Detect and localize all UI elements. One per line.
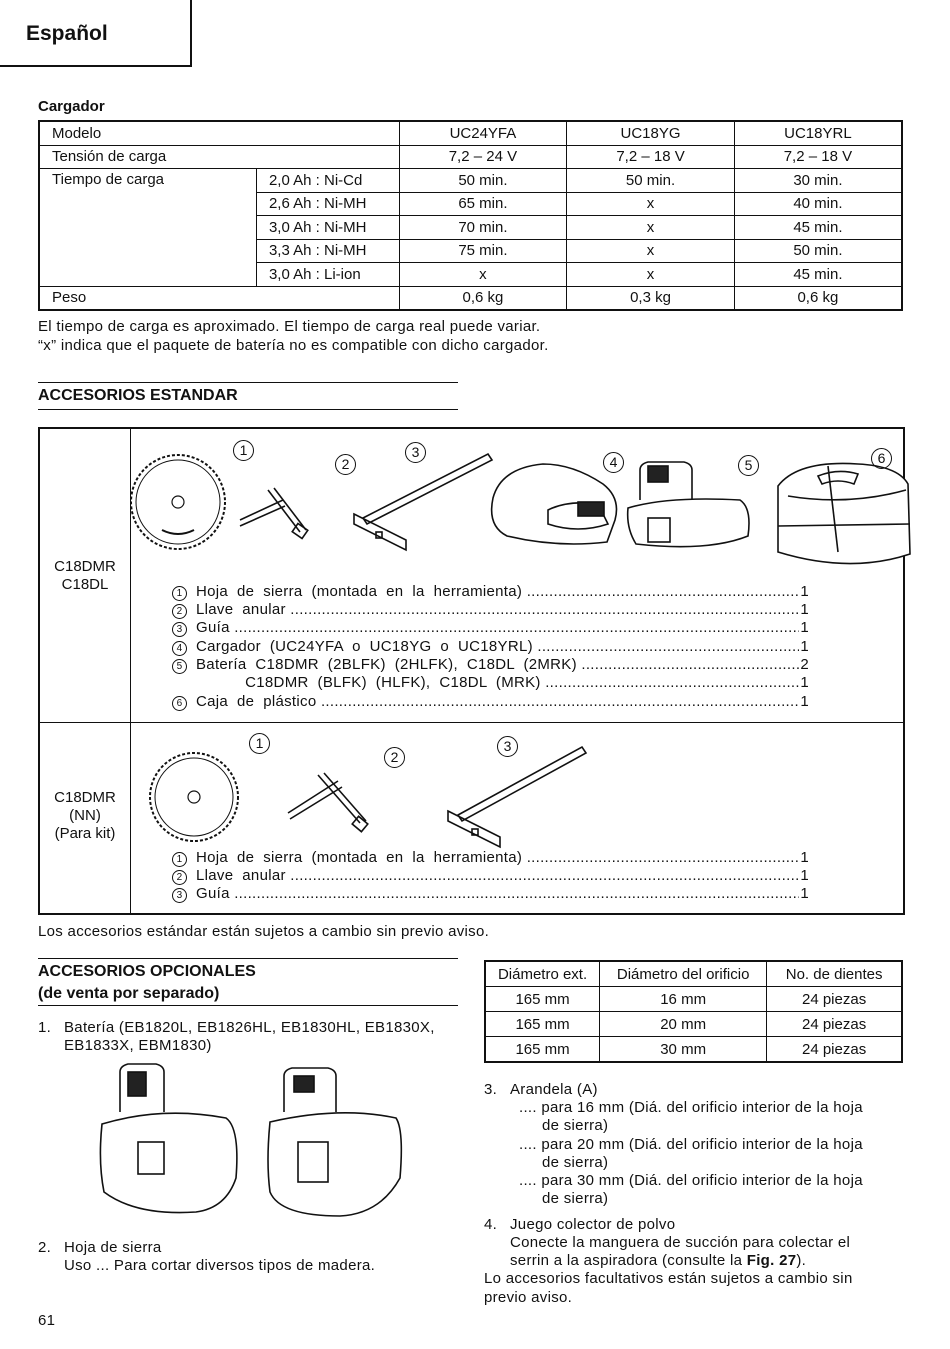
item-quantity: 1: [800, 601, 809, 618]
optional-accessories-subtitle: (de venta por separado): [38, 985, 220, 1002]
table-row: [39, 121, 902, 145]
table-cell: Tiempo de carga: [39, 169, 256, 287]
callout-number: 2: [384, 747, 405, 768]
charger-icon: [492, 464, 617, 544]
language-tab: [0, 0, 192, 67]
model-name: (NN): [69, 807, 101, 824]
optional-accessories-note: previo aviso.: [484, 1289, 573, 1306]
charger-note-1: El tiempo de carga es aproximado. El tiempo de carga real puede variar.: [38, 318, 541, 335]
model-name: C18DMR: [54, 558, 116, 575]
item-text: Llave anular: [196, 601, 291, 618]
table-cell: 7,2 – 18 V: [734, 145, 902, 169]
table-cell: 20 mm: [600, 1012, 767, 1037]
wrench-icon: [240, 488, 308, 539]
table-cell: x: [567, 263, 735, 287]
table-header: Diámetro del orificio: [600, 961, 767, 987]
item-text: Batería C18DMR (2BLFK) (2HLFK), C18DL (2MRK): [196, 656, 582, 673]
list-item: [172, 638, 809, 656]
list-item: [172, 885, 809, 903]
table-cell: Peso: [39, 286, 399, 310]
table-cell: 70 min.: [399, 216, 567, 240]
table-cell: 7,2 – 18 V: [567, 145, 735, 169]
table-cell: UC18YG: [567, 121, 735, 145]
item-number: 1: [172, 586, 187, 601]
item-quantity: 1: [800, 674, 809, 691]
table-header: No. de dientes: [767, 961, 902, 987]
callout-number: 4: [603, 452, 624, 473]
item-number: 2: [172, 870, 187, 885]
item-text: de sierra): [542, 1117, 609, 1134]
item-text: Llave anular: [196, 867, 291, 884]
plastic-case-icon: [778, 463, 910, 563]
table-row: [39, 169, 902, 193]
item-text: Hoja de sierra (montada en la herramienta): [196, 849, 527, 866]
battery-icon: [628, 462, 749, 547]
figure-reference: Fig. 27: [746, 1252, 797, 1269]
model-name: (Para kit): [54, 825, 116, 842]
charger-note-2: “x” indica que el paquete de batería no es compatible con dicho cargador.: [38, 337, 549, 354]
table-cell: Tensión de carga: [39, 145, 399, 169]
item-text-segment: ).: [796, 1252, 807, 1269]
item-text: Uso ... Para cortar diversos tipos de madera.: [64, 1257, 376, 1274]
item-text: .... para 16 mm (Diá. del orificio interior de la hoja: [519, 1099, 863, 1116]
item-number: 2: [172, 604, 187, 619]
guide-icon: [448, 747, 586, 847]
item-number: 4.: [484, 1216, 498, 1233]
item-text: .... para 30 mm (Diá. del orificio interior de la hoja: [519, 1172, 863, 1189]
item-text: Guía: [196, 885, 235, 902]
list-item: [172, 693, 809, 711]
item-text: Juego colector de polvo: [510, 1216, 676, 1233]
list-item: [172, 656, 809, 674]
callout-number: 2: [335, 454, 356, 475]
table-cell: 2,6 Ah : Ni-MH: [256, 192, 399, 216]
table-cell: 0,6 kg: [399, 286, 567, 310]
divider: [38, 958, 458, 959]
optional-accessories-title: ACCESORIOS OPCIONALES: [38, 963, 256, 980]
table-cell: 30 min.: [734, 169, 902, 193]
table-cell: 2,0 Ah : Ni-Cd: [256, 169, 399, 193]
saw-blade-table: [484, 960, 903, 1063]
optional-batteries-illustration: [98, 1062, 418, 1222]
item-text: Hoja de sierra: [64, 1239, 162, 1256]
page-number: 61: [38, 1312, 56, 1329]
item-number: 1.: [38, 1019, 52, 1036]
callout-number: 3: [497, 736, 518, 757]
item-number: 3: [172, 622, 187, 637]
callout-number: 5: [738, 455, 759, 476]
item-number: 1: [172, 852, 187, 867]
item-text-segment: serrin a la aspiradora (consulte la: [510, 1252, 747, 1269]
item-quantity: 1: [800, 693, 809, 710]
item-text: Guía: [196, 619, 235, 636]
table-cell: Modelo: [39, 121, 399, 145]
item-quantity: 1: [800, 867, 809, 884]
list-item: [172, 867, 809, 885]
table-cell: 7,2 – 24 V: [399, 145, 567, 169]
battery-icon: [100, 1064, 236, 1213]
item-quantity: 1: [800, 885, 809, 902]
table-cell: 16 mm: [600, 987, 767, 1012]
table-cell: 40 min.: [734, 192, 902, 216]
item-text: [510, 1252, 806, 1270]
table-cell: x: [399, 263, 567, 287]
charger-title: Cargador: [38, 98, 105, 115]
item-quantity: 1: [800, 619, 809, 636]
table-cell: x: [567, 192, 735, 216]
table-cell: 45 min.: [734, 263, 902, 287]
callout-number: 1: [249, 733, 270, 754]
table-cell: 24 piezas: [767, 987, 902, 1012]
callout-number: 6: [871, 448, 892, 469]
table-header: Diámetro ext.: [485, 961, 600, 987]
table-cell: x: [567, 216, 735, 240]
divider: [40, 722, 903, 723]
table-row: [39, 145, 902, 169]
callout-number: 3: [405, 442, 426, 463]
standard-accessories-note: Los accesorios estándar están sujetos a cambio sin previo aviso.: [38, 923, 490, 940]
item-quantity: 1: [800, 638, 809, 655]
item-text: Hoja de sierra (montada en la herramienta): [196, 583, 527, 600]
divider: [38, 382, 458, 383]
table-cell: 3,0 Ah : Li-ion: [256, 263, 399, 287]
table-row: [39, 286, 902, 310]
item-number: 3.: [484, 1081, 498, 1098]
table-row: [485, 1037, 902, 1063]
battery-icon: [268, 1068, 401, 1216]
table-cell: 30 mm: [600, 1037, 767, 1063]
item-text: C18DMR (BLFK) (HLFK), C18DL (MRK): [196, 674, 546, 691]
table-cell: 24 piezas: [767, 1037, 902, 1063]
saw-blade-icon: [131, 455, 225, 549]
table-cell: 0,3 kg: [567, 286, 735, 310]
list-item: [172, 849, 809, 867]
item-quantity: 2: [800, 656, 809, 673]
accessories-illustration-2: [128, 735, 608, 845]
item-text: Conecte la manguera de succión para colectar el: [510, 1234, 851, 1251]
divider: [38, 1005, 458, 1006]
guide-icon: [354, 454, 492, 550]
table-cell: UC18YRL: [734, 121, 902, 145]
table-cell: x: [567, 239, 735, 263]
table-row: [485, 1012, 902, 1037]
item-text: EB1833X, EBM1830): [64, 1037, 212, 1054]
item-text: de sierra): [542, 1190, 609, 1207]
accessories-illustration-1: [128, 440, 898, 580]
table-cell: 3,0 Ah : Ni-MH: [256, 216, 399, 240]
list-item: [172, 619, 809, 637]
list-item: [172, 583, 809, 601]
table-cell: 165 mm: [485, 1012, 600, 1037]
optional-accessories-note: Lo accesorios facultativos están sujetos a cambio sin: [484, 1270, 853, 1287]
table-cell: 165 mm: [485, 1037, 600, 1063]
item-quantity: 1: [800, 583, 809, 600]
table-cell: 50 min.: [734, 239, 902, 263]
standard-accessories-title: ACCESORIOS ESTANDAR: [38, 387, 238, 404]
item-text: Batería (EB1820L, EB1826HL, EB1830HL, EB1830X,: [64, 1019, 435, 1036]
list-item: [172, 601, 809, 619]
item-number: 3: [172, 888, 187, 903]
table-cell: 24 piezas: [767, 1012, 902, 1037]
item-text: Cargador (UC24YFA o UC18YG o UC18YRL): [196, 638, 538, 655]
item-number: 5: [172, 659, 187, 674]
table-cell: 45 min.: [734, 216, 902, 240]
item-text: Arandela (A): [510, 1081, 598, 1098]
item-text: .... para 20 mm (Diá. del orificio interior de la hoja: [519, 1136, 863, 1153]
list-item: [172, 674, 809, 691]
item-number: 2.: [38, 1239, 52, 1256]
saw-blade-icon: [150, 753, 238, 841]
table-cell: 65 min.: [399, 192, 567, 216]
table-cell: 75 min.: [399, 239, 567, 263]
language-label: Español: [26, 22, 108, 45]
table-cell: 3,3 Ah : Ni-MH: [256, 239, 399, 263]
table-header-row: [485, 961, 902, 987]
table-row: [485, 987, 902, 1012]
item-quantity: 1: [800, 849, 809, 866]
divider: [38, 409, 458, 410]
model-name: C18DL: [61, 576, 109, 593]
item-number: 4: [172, 641, 187, 656]
model-name: C18DMR: [54, 789, 116, 806]
table-cell: 165 mm: [485, 987, 600, 1012]
wrench-icon: [288, 773, 368, 832]
table-cell: 50 min.: [399, 169, 567, 193]
table-cell: UC24YFA: [399, 121, 567, 145]
callout-number: 1: [233, 440, 254, 461]
item-text: de sierra): [542, 1154, 609, 1171]
table-cell: 0,6 kg: [734, 286, 902, 310]
charger-spec-table: [38, 120, 903, 311]
table-cell: 50 min.: [567, 169, 735, 193]
item-number: 6: [172, 696, 187, 711]
item-text: Caja de plástico: [196, 693, 321, 710]
